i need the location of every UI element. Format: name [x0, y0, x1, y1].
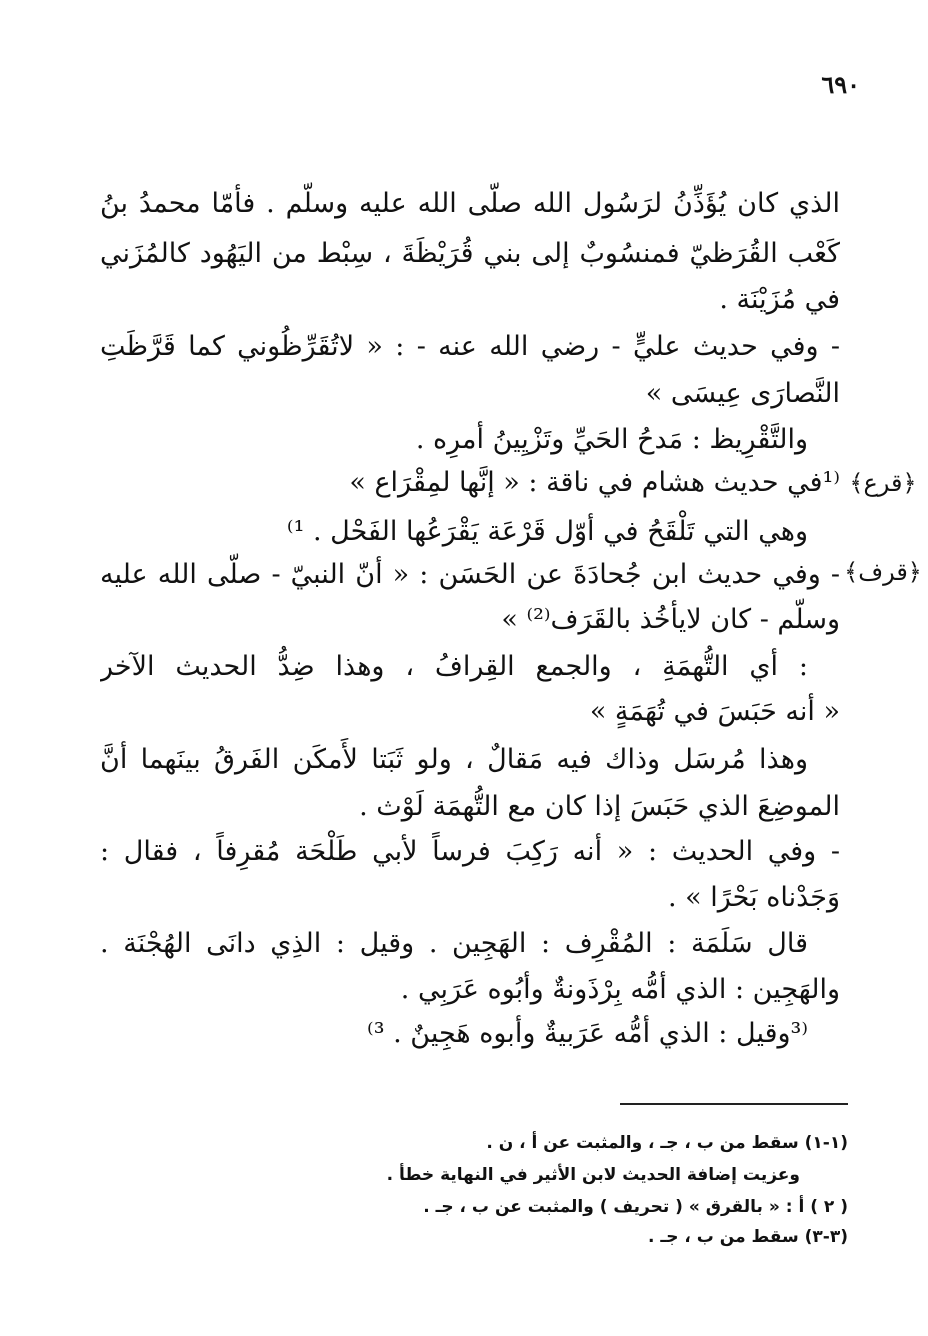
text-line: - وفي حديث ابن جُحادَةَ عن الحَسَن : « أنّ النبيّ - صلّى الله عليه [100, 559, 840, 590]
margin-entry-word: ﴿قرع﴾ [849, 469, 917, 497]
footnote-divider [620, 1103, 848, 1105]
text-line: : أي التُّهمَةِ ، والجمع القِرافُ ، وهذا ضِدُّ الحديث الآخر [100, 651, 808, 682]
footnote: (٣-٣) سقط من ب ، جـ . [648, 1227, 848, 1247]
text-line: في مُزَيْنَة . [719, 284, 840, 315]
text-line: - وفي حديث عليٍّ - رضي الله عنه - : « لاتُقَرِّظُوني كما قَرَّظَتِ [100, 331, 840, 362]
text-line: والهَجِين : الذي أمُّه بِرْذَونةٌ وأبُوه عَرَبِي . [400, 974, 840, 1005]
text-line: وهذا مُرسَل وذاك فيه مَقالٌ ، ولو ثَبَتا لأَمكَن الفَرقُ بينَهما أنَّ [100, 744, 808, 775]
text-line: وهي التي تَلْقَحُ في أوّل قَرْعَة يَقْرَعُها الفَحْل . ¹⁾ [286, 516, 808, 547]
text-line: النَّصارَى عِيسَى » [645, 378, 840, 409]
text-line: كَعْب القُرَظيّ فمنسُوبٌ إلى بني قُرَيْظَةَ ، سِبْط من اليَهُود كالمُزَني [100, 238, 840, 269]
text-line: ⁽¹في حديث هشام في ناقة : « إنَّها لمِقْرَاع » [349, 467, 840, 498]
footnote: (١-١) سقط من ب ، جـ ، والمثبت عن أ ، ن . [486, 1133, 848, 1153]
margin-entry-word: ﴿قرف﴾ [844, 558, 922, 586]
text-line: « أنه حَبَسَ في تُهَمَةٍ » [589, 696, 840, 727]
footnote: ( ٢ ) أ : « بالقرق » ( تحريف ) والمثبت عن ب ، جـ . [423, 1197, 848, 1217]
text-line: والتَّقْرِيظ : مَدحُ الحَيِّ وتَزْيِينُ أمرِه . [415, 424, 808, 455]
text-line: وسلّم - كان لايأخُذ بالقَرَف⁽²⁾ » [501, 604, 840, 635]
text-line: الموضِعَ الذي حَبَسَ إذا كان مع التُّهمَة لَوْث . [359, 791, 840, 822]
footnote: وعزيت إضافة الحديث لابن الأثير في النهاية خطأ . [386, 1165, 800, 1185]
text-line: الذي كان يُؤَذِّنُ لرَسُول الله صلّى الله عليه وسلّم . فأمّا محمدُ بنُ [100, 188, 840, 219]
text-line: ⁽³وقيل : الذي أمُّه عَرَبيةٌ وأبوه هَجِينٌ . ³⁾ [367, 1018, 808, 1049]
page-number: ٦٩٠ [821, 70, 860, 99]
text-line: قال سَلَمَة : المُقْرِف : الهَجِين . وقيل : الذِي دانَى الهُجْنَة . [100, 928, 808, 959]
text-line: وَجَدْناه بَحْرًا » . [668, 882, 840, 913]
text-line: - وفي الحديث : « أنه رَكِبَ فرساً لأبي طَلْحَة مُقرِفاً ، فقال : [100, 836, 840, 867]
